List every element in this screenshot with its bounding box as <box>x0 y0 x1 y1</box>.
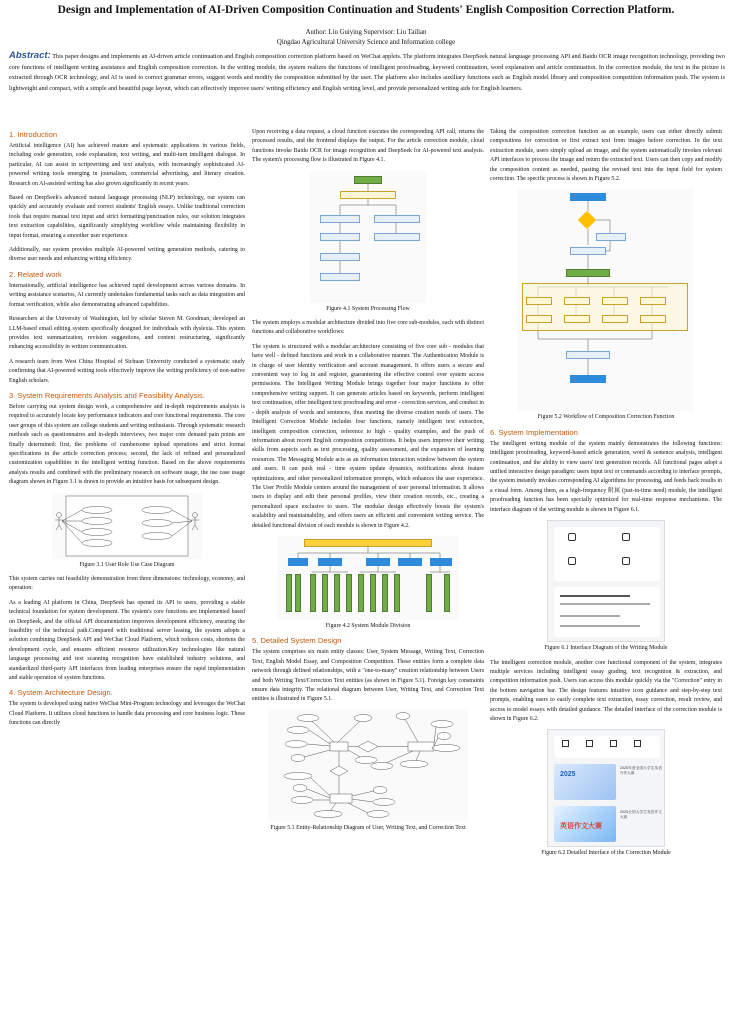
heading-architecture: 4. System Architecture Design. <box>9 688 113 698</box>
module-function <box>358 574 364 612</box>
paragraph: The intelligent writing module of the system mainly demonstrates the following functions: intelligent proofreading, keyword-based article generation, word & sentence analysis, intelligent continuation, and the ability to view users' text generation records. All functional pages adopt a unified interactive design paradigm: users input text or commands according to interface prompts, the system instantly invokes corresponding AI algorithms for processing, and feeds back results in a visual form. Among them, as a high-frequency 附属 (just-in-time need) module, the intelligent proofreading function has been specially optimized for real-time response mechanisms. The interface diagram of the writing module is shown in Figure 6.1. <box>490 440 722 513</box>
workflow-end-node <box>570 375 606 383</box>
competition-banner-text: 英语作文大赛 <box>560 823 602 831</box>
flow-node <box>340 191 396 199</box>
library-icon <box>610 740 617 747</box>
module-profile <box>430 558 452 566</box>
workflow-node <box>526 315 552 323</box>
abstract <box>9 51 725 94</box>
record-line <box>560 603 650 605</box>
module-messaging <box>398 558 422 566</box>
competition-title-1: 2025年度全国大学生英语写作大赛 <box>620 766 662 775</box>
paragraph: This system carries out feasibility demonstration from three dimensions: technology, economy, and operation: <box>9 576 245 592</box>
module-function <box>382 574 388 612</box>
use-case-diagram-graphic <box>52 493 202 559</box>
figure-6-1-caption: Figure 6.1 Interface Diagram of the Writing Module <box>544 645 668 652</box>
heading-introduction: 1. Introduction <box>9 130 58 139</box>
workflow-node <box>602 297 628 305</box>
paragraph: The system comprises six main entity classes: User, System Message, Writing Text, Correction Text, English Model Essay, and Composition Competition. These entities form a complete data network through defined relationships, with a "one-to-many" creation relationship between Users and both Writing Text/Correction Text entities (as shown in Figure 5.1). Foreign key constraints ensure data integrity. The relational diagram between User, Writing Text, and Correction Text entities is illustrated in Figure 5.1. <box>252 649 484 703</box>
figure-5-1-er-diagram <box>268 710 468 822</box>
paragraph: Additionally, our system provides multiple AI-powered writing generation methods, catering to diverse user needs and enhancing writing efficiency. <box>9 247 245 263</box>
column-1 <box>9 128 245 734</box>
book-icon <box>622 533 630 541</box>
heading-implementation: 6. System Implementation <box>490 427 578 437</box>
figure-5-1-caption: Figure 5.1 Entity-Relationship Diagram of User, Writing Text, and Correction Text <box>270 824 466 831</box>
er-diagram-graphic <box>268 710 468 822</box>
workflow-node <box>570 247 606 255</box>
paragraph: The system is developed using native WeChat Mini-Program technology and leverages the WeChat Cloud Platform. It utilizes cloud functions to handle data processing and core business logic. These functions can directly <box>9 701 245 727</box>
competition-title-2: 2025全国大学生英语作文大赛 <box>620 810 662 819</box>
chat-icon <box>622 557 630 565</box>
paragraph: The intelligent correction module, another core functional component of the system, integrates multiple services including intelligent essay grading, text recognition & extraction, and competition information push. Users can access this module quickly via the "Correction" entry in the bottom navigation bar. The design features intuitive icon guidance and step-by-step text prompts, enabling users to easily complete text extraction, essay correction, result review, and access to model essays with detailed guidance. The detailed interface of the correction module is shown in Figure 6.2. <box>490 659 722 722</box>
module-auth <box>288 558 308 566</box>
module-function <box>334 574 340 612</box>
workflow-node <box>564 315 590 323</box>
workflow-node <box>640 297 666 305</box>
paper-title: Design and Implementation of AI-Driven Composition Continuation and Students' English Composition Correction Platform. <box>57 4 675 16</box>
module-function <box>346 574 352 612</box>
figure-6-1-writing-module-screenshot <box>547 520 665 642</box>
module-function <box>286 574 292 612</box>
figure-6-2-correction-module-screenshot <box>547 729 665 847</box>
workflow-node <box>564 297 590 305</box>
flow-node <box>374 233 420 241</box>
module-function <box>394 574 400 612</box>
module-function <box>322 574 328 612</box>
paragraph: Internationally, artificial intelligence has achieved rapid development across various domains. In writing assistance scenarios, AI currently undertakes fundamental tasks such as data integration and format verification, while also demonstrating advanced capabilities. <box>9 282 245 308</box>
trophy-icon <box>634 740 641 747</box>
flow-start-node <box>354 176 382 184</box>
heading-related-work: 2. Related work <box>9 269 62 279</box>
flow-node <box>320 253 360 261</box>
abstract-text: This paper designs and implements an AI-driven article continuation and English composition correction platform based on WeChat applets. The platform integrates DeepSeek natural language processing API and Baidu OCR image recognition technology, providing two core functions of intelligent writing assistance and English composition correction. In the writing module, the system realizes the functions of intelligent proofreading, keyword continuation, word explanation and article continuation. In the correction module, the text in the picture is extracted through OCR technology, and AI is used to correct grammar errors, suggest words and modify the composition submitted by the user. The platform also includes auxiliary functions such as English model library and composition competition information push. The system is lightweight and compact, with a simple and beautiful page layout, which can effectively improve users' writing efficiency and English writing level, and provide personalized writing aids for English learners. <box>9 53 725 92</box>
workflow-node <box>566 269 610 277</box>
abstract-label: Abstract: <box>9 50 51 61</box>
flow-node <box>320 273 360 281</box>
module-function <box>370 574 376 612</box>
paragraph: As a leading AI platform in China, DeepSeek has opened its API to users, providing a stable technical foundation for system development. The system's core functions are implemented based on DeepSeek, and the official API documentation improves development efficiency, ensuring the feasibility of the technical path.Compared with traditional server leasing, the system adopts a solution combining DeepSeek API and WeChat Cloud Platform, which reduces costs, shortens the development cycle, and ensures efficient resource utilization.Key technologies like natural language processing and text scanning recognition have established industry solutions, and standardized third-party API interfaces from leading enterprises ensure the rapid implementation and stable operation of system functions. <box>9 599 245 682</box>
figure-3-1-use-case-diagram <box>52 493 202 559</box>
module-correction <box>366 558 390 566</box>
workflow-node <box>640 315 666 323</box>
record-line <box>560 625 640 627</box>
column-2 <box>252 128 484 838</box>
banner-year: 2025 <box>560 771 576 779</box>
heading-requirements: 3. System Requirements Analysis and Feasibility Analysis. <box>9 390 205 400</box>
workflow-node <box>566 351 610 359</box>
workflow-ai-node <box>522 283 688 331</box>
workflow-node <box>526 297 552 305</box>
module-function <box>444 574 450 612</box>
edit-icon <box>586 740 593 747</box>
figure-6-2-caption: Figure 6.2 Detailed Interface of the Correction Module <box>541 850 671 857</box>
figure-3-1-caption: Figure 3.1 User Role Use Case Diagram <box>79 561 175 568</box>
paragraph: Before carrying out system design work, a comprehensive and in-depth requirements analysis is required to accurately locate key performance indicators and core functional requirements. The core user groups of this system are college students and writing enthusiasts. Through systematic research methods such as questionnaires and in-depth interviews, two major core demand pain points are finally determined: first, the problems of cumbersome upload operations and strict format specifications in the article correction process; second, the lack of refined and personalized customization capabilities in the intelligent writing function. Based on the above requirements analysis results and combined with the preliminary research on software usage, the use case usage diagram shown in Figure 3.1 is drawn to provide an intuitive basis for subsequent design. <box>9 403 245 486</box>
figure-4-1-caption: Figure 4.1 System Processing Flow <box>326 305 410 312</box>
paragraph: Artificial intelligence (AI) has achieved mature and systematic applications in various fields, including code generation, code explanation, text writing, and multi-turn intelligent dialogue. In particular, AI can assist in scriptwriting and text analysis, with increasingly sophisticated AI-powered writing tools emerging in journalism, commercial advertising, and literary creation. Research on AI-assisted writing has also grown significantly in recent years. <box>9 143 245 187</box>
paragraph: The system employs a modular architecture divided into five core sub-modules, each with distinct functions and collaborative workflows: <box>252 320 484 336</box>
figure-4-1-processing-flow <box>310 171 426 303</box>
module-function <box>310 574 316 612</box>
document-icon <box>568 557 576 565</box>
paragraph: Upon receiving a data request, a cloud function executes the corresponding API call, returns the processed results, and the frontend displays the output. For the article correction module, cloud functions invoke Baidu OCR for image recognition and DeepSeek for AI-powered text analysis. The system's processing flow is illustrated in Figure 4.1. <box>252 129 484 164</box>
flow-node <box>320 215 360 223</box>
heading-detailed-design: 5. Detailed System Design <box>252 636 342 646</box>
paragraph: Based on DeepSeek's advanced natural language processing (NLP) technology, our system can quickly and accurately evaluate and correct students' English essays. Unlike traditional correction tools that require manual text input and strict formatting/punctuation rules, our solution integrates text extraction capabilities, significantly simplifying workflow while maintaining flexibility in input format, ensuring a smoother user experience. <box>9 195 245 239</box>
module-writing <box>318 558 342 566</box>
paragraph: A research team from West China Hospital of Sichuan University conducted a systematic study confirming that AI-powered writing tools effectively improve the writing proficiency of non-native English scholars. <box>9 358 245 384</box>
flow-node <box>320 233 360 241</box>
affiliation-line: Qingdao Agricultural University Science and Information college <box>276 39 456 46</box>
flow-node <box>374 215 420 223</box>
figure-4-2-module-division <box>278 536 458 620</box>
workflow-node <box>596 233 626 241</box>
figure-5-2-correction-workflow <box>518 189 694 411</box>
pencil-icon <box>568 533 576 541</box>
paragraph: The system is structured with a modular architecture consisting of five core sub - modules that have well - defined functions and work in a collaborative manner. The Authentication Module is in charge of user identity verification and account management. It offers users a secure and convenient way to log in and register, guaranteeing the effective control over system access permissions. The Intelligent Writing Module brings together four major functions to offer comprehensive writing support. It can generate articles based on keywords, perform intelligent text continuation, offer intelligent text proofreading and error - correction services, and conduct in - depth analysis of words and sentences, thus meeting the diverse creation needs of users. The Intelligent Correction Module includes four functions, namely intelligent text extraction, intelligent composition correction, reference to high - quality examples, and the push of information about recent English composition competitions. It helps users improve their writing skills from aspects such as text processing, quality assessment, and the expansion of learning resources. The Messaging Module acts as an information interaction window between the system and users. It can push real - time system update dynamics, notifications about feature optimizations, and other personalized information prompts, which enhances the user experience. The User Profile Module centers around the management of user personal information. It allows users to display and edit their personal profiles, view their creation records, etc., creating a personalized space exclusive to users. The modular design effectively boosts the system's scalability and maintainability, and offers users an efficient and convenient writing service. The detailed functional division of each module is shown in Figure 4.2. <box>252 343 484 529</box>
record-line <box>560 615 620 617</box>
workflow-node <box>602 315 628 323</box>
module-function <box>295 574 301 612</box>
module-function <box>426 574 432 612</box>
module-root-node <box>304 539 432 547</box>
paragraph: Taking the composition correction function as an example, users can either directly submit compositions for correction or first extract text from images before correction. In the text extraction module, users simply upload an image, and the system automatically invokes relevant API interfaces to process the image and return the extracted text. Users can then copy and modify the composition content as needed, pasting the revised text into the input field for system correction. The specific process is shown in Figure 5.2. <box>490 129 722 183</box>
record-line <box>560 595 630 597</box>
correction-icons-row <box>554 736 660 758</box>
workflow-start-node <box>570 193 606 201</box>
figure-5-2-caption: Figure 5.2 Workflow of Composition Correction Function <box>537 414 675 421</box>
author-line: Author: Liu Guiying Supervisor: Liu Tailian <box>305 29 427 36</box>
column-3 <box>490 128 722 864</box>
figure-4-2-caption: Figure 4.2 System Module Division <box>325 622 411 629</box>
paragraph: Researchers at the University of Washington, led by scholar Steven M. Goodman, developed an LLM-based email editing system specifically designed for individuals with dyslexia. This system provides text summarization, revision suggestions, and content restructuring, significantly enhancing accessibility in written communication. <box>9 316 245 351</box>
scan-icon <box>562 740 569 747</box>
